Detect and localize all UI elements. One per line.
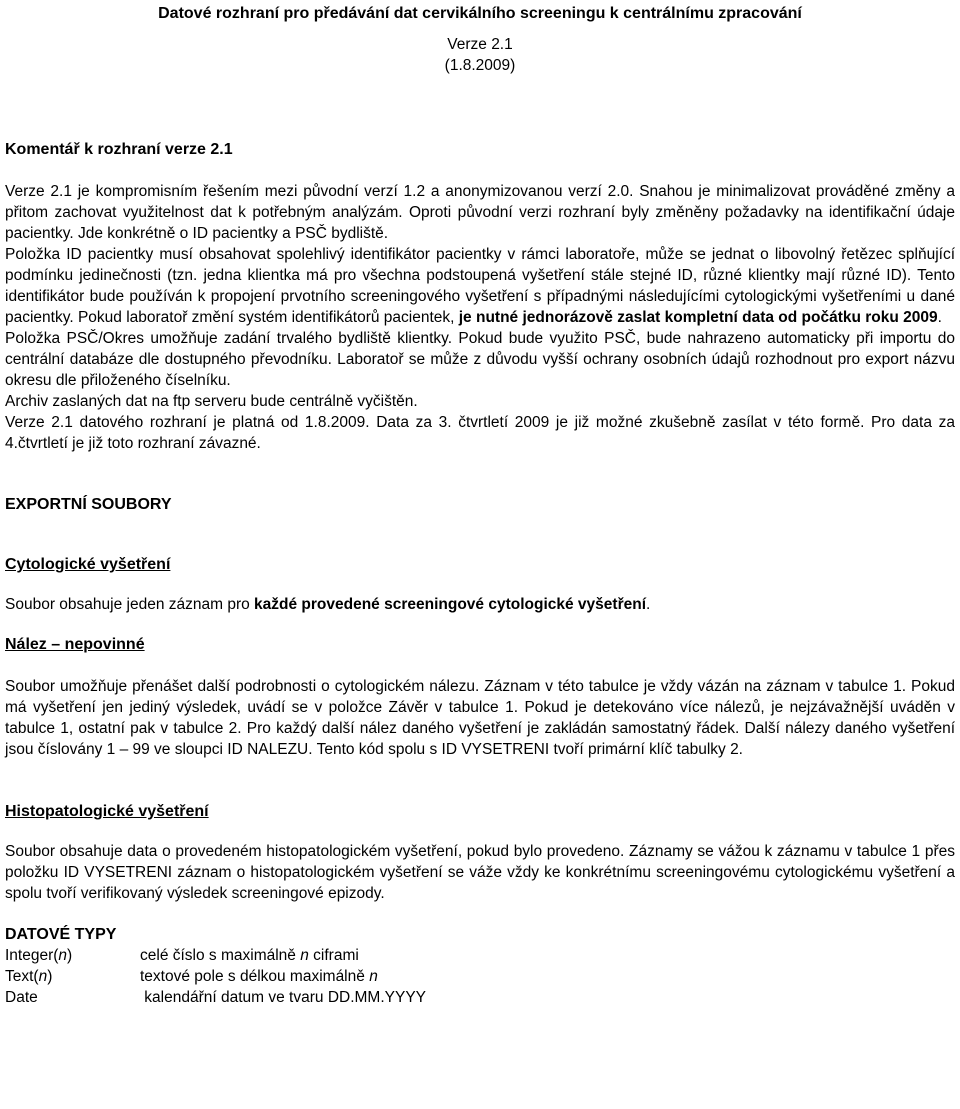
version-date: (1.8.2009) [444,57,516,74]
comment-heading: Komentář k rozhraní verze 2.1 [5,141,233,158]
comment-paragraph-2-end: . [937,309,942,326]
cytology-text-bold: každé provedené screeningové cytologické vyšetření [254,596,647,613]
data-types-list [5,945,955,1008]
data-type-desc-text: celé číslo s maximálně [140,947,301,964]
data-type-row [5,945,955,966]
comment-paragraph-2 [5,244,955,328]
comment-paragraph-5: Verze 2.1 datového rozhraní je platná od 1.8.2009. Data za 3. čtvrtletí 2009 je již možné zkušebně zasílat v této formě. Pro data za 4.čtvrtletí je již toto rozhraní závazné. [5,414,955,452]
comment-section [5,181,955,454]
document-page [5,0,955,1008]
export-heading: EXPORTNÍ SOUBORY [5,496,172,513]
data-type-name-text: Text( [5,968,39,985]
cytology-heading: Cytologické vyšetření [5,556,171,573]
data-type-row [5,966,955,987]
cytology-text-start: Soubor obsahuje jeden záznam pro [5,596,255,613]
document-title: Datové rozhraní pro předávání dat cervikálního screeningu k centrálnímu zpracování [158,5,802,22]
data-type-description [140,945,359,966]
data-type-name [5,987,140,1008]
cytology-text-end: . [646,596,651,613]
data-type-desc-var: n [300,947,309,964]
data-types-heading: DATOVÉ TYPY [5,926,117,943]
data-type-name-end: ) [67,947,73,964]
data-type-name-end: ) [47,968,53,985]
cytology-text [5,594,955,615]
finding-text: Soubor umožňuje přenášet další podrobnosti o cytologickém nálezu. Záznam v této tabulce je vždy vázán na záznam v tabulce 1. Pokud má vyšetření jen jediný výsledek, uvádí se v položce Závěr v tabulce 1. Pokud je detekováno více nálezů, je nejzávažnější uváděn v tabulce 1, ostatní pak v tabulce 2. Pro každý další nález daného vyšetření je zakládán samostatný řádek. Další nálezy daného vyšetření jsou číslovány 1 – 99 ve sloupci ID NALEZU. Tento kód spolu s ID VYSETRENI tvoří primární klíč tabulky 2. [5,678,955,758]
data-type-desc-end: ciframi [308,947,359,964]
data-type-name-text: Date [5,989,38,1006]
data-type-description [140,966,378,987]
version-label: Verze 2.1 [447,36,513,53]
comment-paragraph-4: Archiv zaslaných dat na ftp serveru bude centrálně vyčištěn. [5,393,418,410]
data-type-row [5,987,955,1008]
data-type-desc-text: kalendářní datum ve tvaru DD.MM.YYYY [140,989,427,1006]
data-type-name [5,966,140,987]
comment-paragraph-1: Verze 2.1 je kompromisním řešením mezi původní verzí 1.2 a anonymizovanou verzí 2.0. Snahou je minimalizovat prováděné změny a přitom zachovat využitelnost dat k potřebným analýzám. Oproti původní verzi rozhraní byly změněny požadavky na identifikační údaje pacientky. Jde konkrétně o ID pacientky a PSČ bydliště. [5,183,955,242]
finding-heading: Nález – nepovinné [5,636,145,653]
data-type-description [140,987,426,1008]
comment-paragraph-2-bold: je nutné jednorázově zaslat kompletní data od počátku roku 2009 [458,309,938,326]
data-type-desc-text: textové pole s délkou maximálně [140,968,370,985]
data-type-desc-var: n [369,968,378,985]
histology-heading: Histopatologické vyšetření [5,803,209,820]
data-type-name-var: n [38,968,48,985]
comment-paragraph-3: Položka PSČ/Okres umožňuje zadání trvalého bydliště klientky. Pokud bude využito PSČ, bude nahrazeno automaticky při importu do centrální databáze dle dostupného převodníku. Laboratoř se může z důvodu vyšší ochrany osobních údajů rozhodnout pro export názvu okresu dle přiloženého číselníku. [5,330,955,389]
data-type-name [5,945,140,966]
data-type-name-text: Integer( [5,947,59,964]
data-type-name-var: n [58,947,68,964]
comment-paragraph-2-text: Položka ID pacientky musí obsahovat spolehlivý identifikátor pacientky v rámci laboratoře, může se jednat o libovolný řetězec splňující podmínku jedinečnosti (tzn. jedna klientka má pro všechna podstoupená vyšetření stále stejné ID, různé klientky mají různé ID). Tento identifikátor bude používán k propojení prvotního screeningového vyšetření s případnými následujícími cytologickými vyšetřeními u dané pacientky. Pokud laboratoř změní systém identifikátorů pacientek, [5,246,955,326]
histology-text: Soubor obsahuje data o provedeném histopatologickém vyšetření, pokud bylo provedeno. Záznamy se vážou k záznamu v tabulce 1 přes položku ID VYSETRENI záznam o histopatologickém vyšetření se váže vždy ke konkrétnímu screeningovému cytologickému vyšetření a spolu tvoří verifikovaný výsledek screeningové epizody. [5,843,955,902]
